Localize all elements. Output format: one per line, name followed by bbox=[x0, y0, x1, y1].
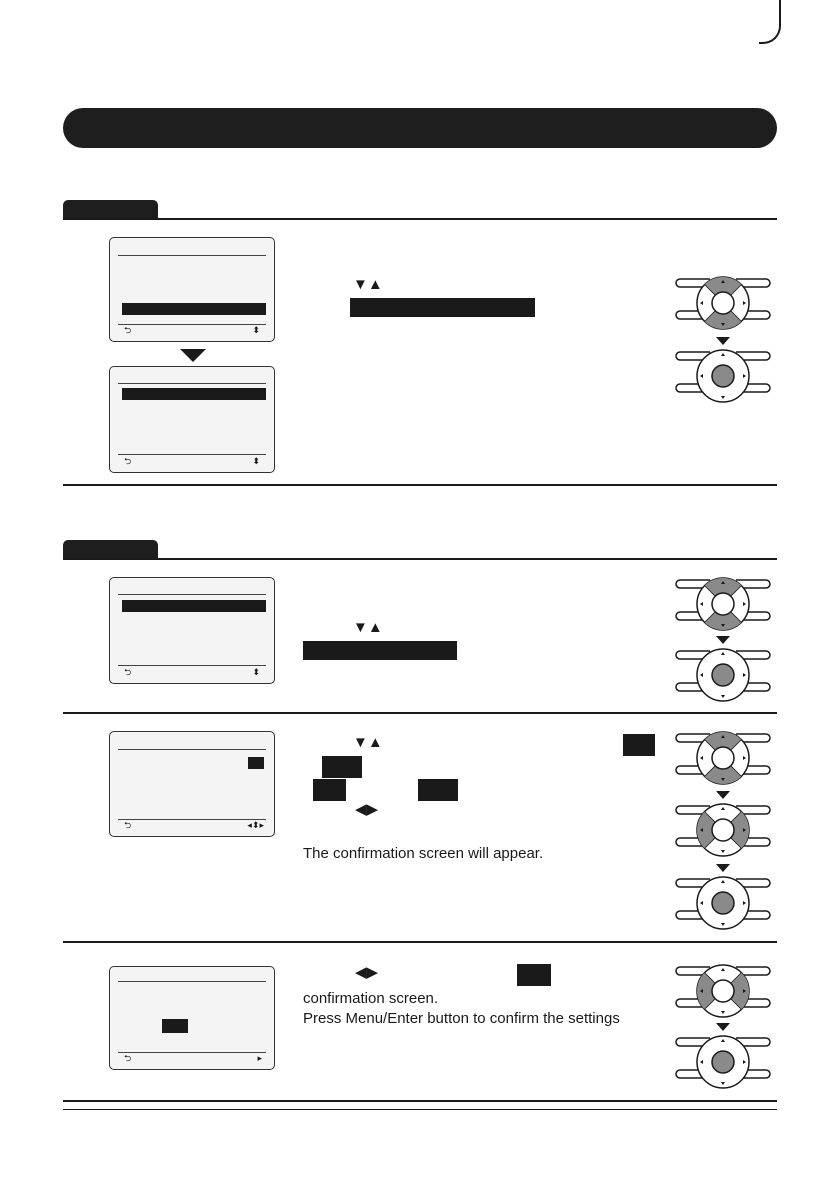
section-title-banner bbox=[63, 108, 777, 148]
remote-leftright-icon bbox=[670, 801, 776, 859]
divider bbox=[63, 712, 777, 714]
step-5-text-2: Press Menu/Enter button to confirm the settings bbox=[303, 1010, 620, 1027]
back-icon: ⮌ bbox=[124, 667, 132, 677]
section-rule-b bbox=[63, 558, 777, 560]
section-rule-a bbox=[63, 218, 777, 220]
remote-enter-icon bbox=[670, 1033, 776, 1091]
remote-updown-icon bbox=[670, 575, 776, 633]
lcd-confirm-box bbox=[162, 1019, 188, 1033]
small-down-arrow-icon bbox=[716, 636, 730, 644]
remote-enter-icon bbox=[670, 347, 776, 405]
remote-updown-icon bbox=[670, 274, 776, 332]
divider bbox=[63, 484, 777, 486]
divider bbox=[63, 941, 777, 943]
lcd-screen-b3 bbox=[109, 966, 275, 1070]
crop-mark-spacer bbox=[799, 0, 840, 2]
remote-enter-icon bbox=[670, 646, 776, 704]
lcd-screen-a2 bbox=[109, 366, 275, 473]
back-icon: ⮌ bbox=[124, 820, 132, 830]
left-updown-right-icon: ◂⬍▸ bbox=[247, 820, 264, 830]
left-right-arrows-icon: ◀▶ bbox=[355, 964, 379, 981]
down-up-arrows-icon: ▼▲ bbox=[353, 619, 383, 636]
lcd-highlight-bar bbox=[122, 600, 266, 612]
right-arrow-icon: ▸ bbox=[257, 1053, 262, 1063]
section-tab-a bbox=[63, 200, 158, 220]
small-down-arrow-icon bbox=[716, 1023, 730, 1031]
step-4-text: The confirmation screen will appear. bbox=[303, 845, 544, 862]
redacted-label bbox=[350, 298, 535, 317]
small-down-arrow-icon bbox=[716, 791, 730, 799]
updown-icon: ⬍ bbox=[252, 667, 260, 677]
step-5-text-1: confirmation screen. bbox=[303, 990, 439, 1007]
small-down-arrow-icon bbox=[716, 864, 730, 872]
remote-leftright-icon bbox=[670, 962, 776, 1020]
small-down-arrow-icon bbox=[716, 337, 730, 345]
updown-icon: ⬍ bbox=[252, 456, 260, 466]
updown-icon: ⬍ bbox=[252, 325, 260, 335]
crop-mark bbox=[759, 0, 781, 44]
lcd-screen-b2 bbox=[109, 731, 275, 837]
section-tab-b bbox=[63, 540, 158, 560]
next-screen-arrow-icon bbox=[180, 349, 206, 362]
remote-updown-icon bbox=[670, 729, 776, 787]
back-icon: ⮌ bbox=[124, 456, 132, 466]
down-up-arrows-icon: ▼▲ bbox=[353, 734, 383, 751]
redacted-value bbox=[517, 964, 551, 986]
redacted-value bbox=[418, 779, 458, 801]
down-up-arrows-icon: ▼▲ bbox=[353, 276, 383, 293]
lcd-highlight-bar bbox=[122, 303, 266, 315]
redacted-value bbox=[623, 734, 655, 756]
redacted-value bbox=[313, 779, 346, 801]
lcd-screen-a1 bbox=[109, 237, 275, 342]
redacted-label bbox=[303, 641, 457, 660]
remote-enter-icon bbox=[670, 874, 776, 932]
footer-rule-thick bbox=[63, 1100, 777, 1102]
back-icon: ⮌ bbox=[124, 1053, 132, 1063]
left-right-arrows-icon: ◀▶ bbox=[355, 801, 379, 818]
footer-rule-thin bbox=[63, 1109, 777, 1110]
back-icon: ⮌ bbox=[124, 325, 132, 335]
lcd-value-box bbox=[248, 757, 264, 769]
lcd-highlight-bar bbox=[122, 388, 266, 400]
redacted-value bbox=[322, 756, 362, 778]
lcd-screen-b1 bbox=[109, 577, 275, 684]
